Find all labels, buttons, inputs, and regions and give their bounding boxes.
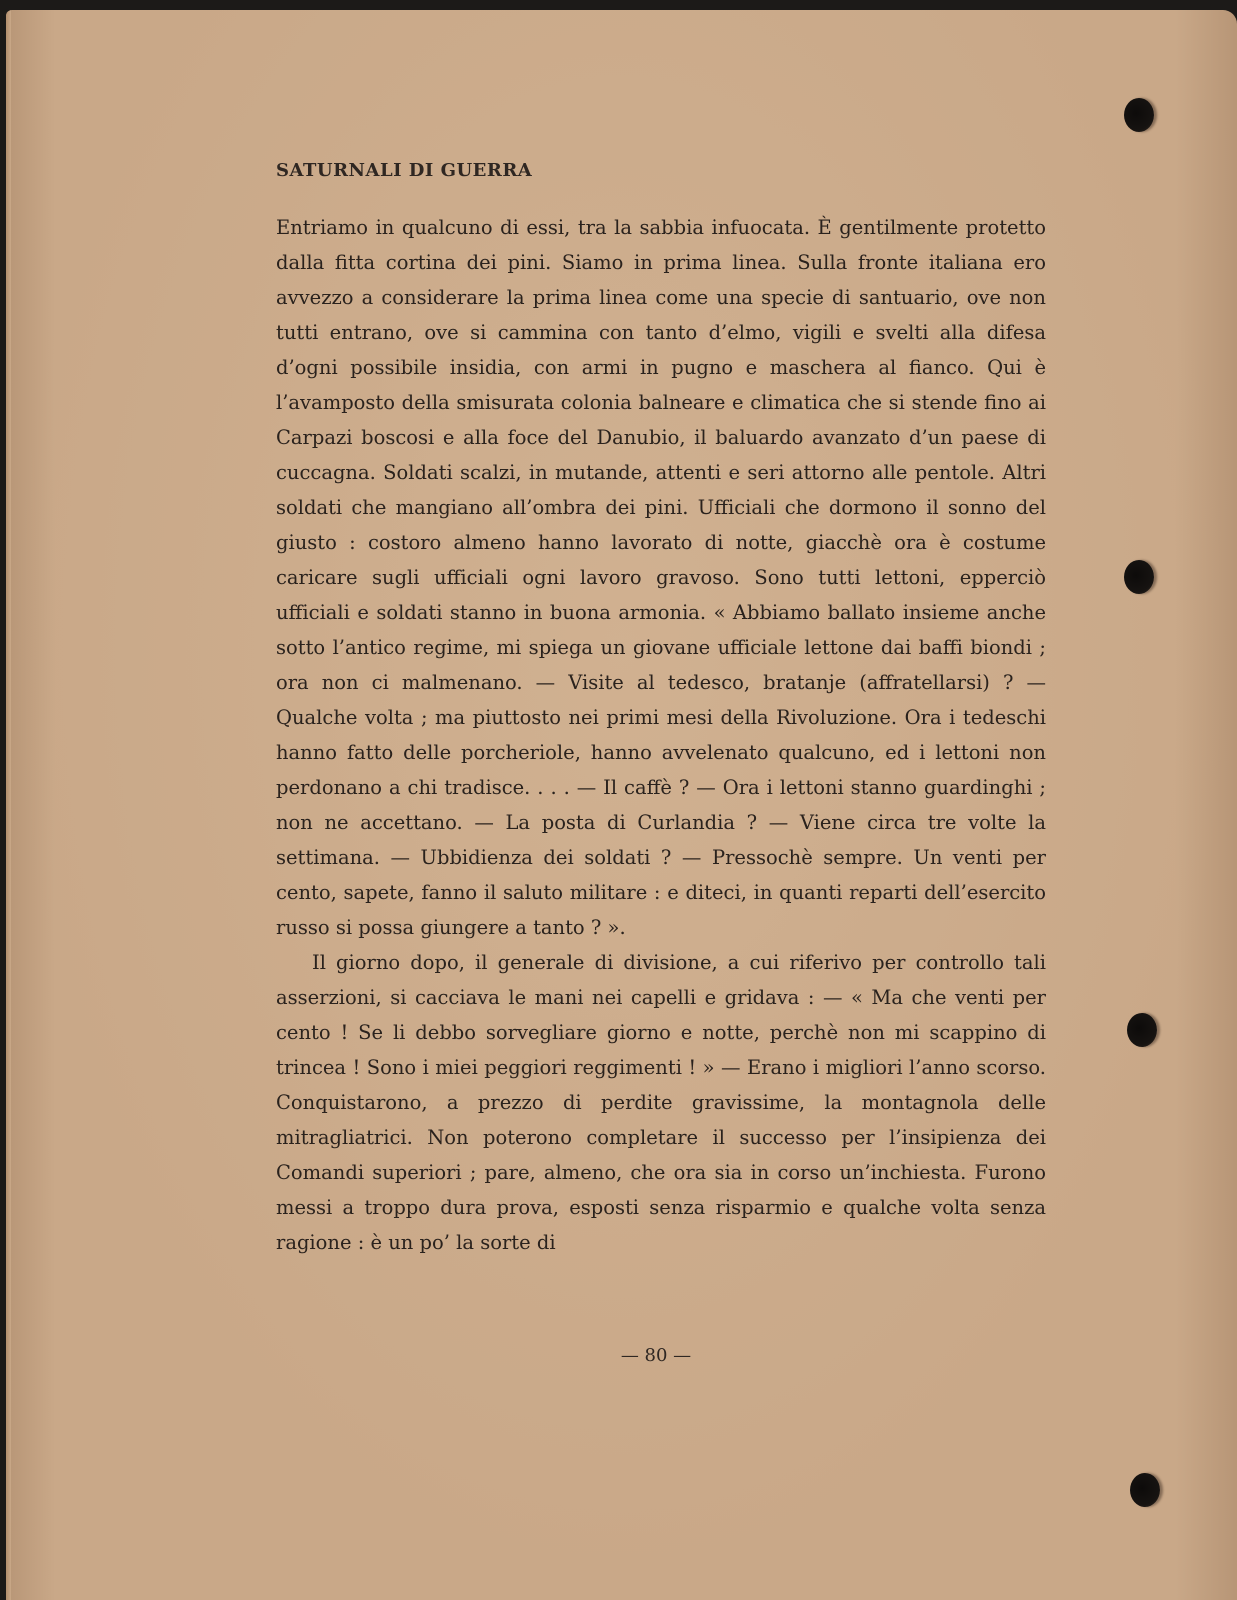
binder-hole-icon (1127, 1013, 1157, 1047)
paragraph-2: Il giorno dopo, il generale di divisione, a cui riferivo per controllo tali asserzioni, si cacciava le mani nei capelli e gridava : — « Ma che venti per cento ! Se li debbo sorvegliare giorno e notte, perchè non mi scappino di trincea ! Sono i miei peggiori reggimenti ! » — Erano i migliori l’anno scorso. Conquistarono, a prezzo di perdite gravissime, la montagnola delle mitragliatrici. Non poterono completare il successo per l’insipienza dei Comandi superiori ; pare, almeno, che ora sia in corso un’inchiesta. Furono messi a troppo dura prova, esposti senza risparmio e qualche volta senza ragione : è un po’ la sorte di (276, 951, 1046, 1254)
binder-hole-icon (1124, 560, 1154, 594)
paragraph-1: Entriamo in qualcuno di essi, tra la sabbia infuocata. È gentilmente protetto dalla fitta cortina dei pini. Siamo in prima linea. Sulla fronte italiana ero avvezzo a considerare la prima linea come una specie di santuario, ove non tutti entrano, ove si cammina con tanto d’elmo, vigili e svelti alla difesa d’ogni possibile insidia, con armi in pugno e maschera al fianco. Qui è l’avamposto della smisurata colonia balneare e climatica che si stende fino ai Carpazi boscosi e alla foce del Danubio, il baluardo avanzato d’un paese di cuccagna. Soldati scalzi, in mutande, attenti e seri attorno alle pentole. Altri soldati che mangiano all’ombra dei pini. Ufficiali che dormono il sonno del giusto : costoro almeno hanno lavorato di notte, giacchè ora è costume caricare sugli ufficiali ogni lavoro gravoso. Sono tutti lettoni, epperciò ufficiali e soldati stanno in buona armonia. « Abbiamo ballato insieme anche sotto l’antico regime, mi spiega un giovane ufficiale lettone dai baffi biondi ; ora non ci malmenano. — Visite al tedesco, bratanje (affratellarsi) ? — Qualche volta ; ma piuttosto nei primi mesi della Rivoluzione. Ora i tedeschi hanno fatto delle porcheriole, hanno avvelenato qualcuno, ed i lettoni non perdonano a chi tradisce. . . . — Il caffè ? — Ora i lettoni stanno guardinghi ; non ne accettano. — La posta di Curlandia ? — Viene circa tre volte la settimana. — Ubbidienza dei soldati ? — Pressochè sempre. Un venti per cento, sapete, fanno il saluto militare : e diteci, in quanti reparti dell’esercito russo si possa giungere a tanto ? ». (276, 216, 1046, 939)
page-number: — 80 — (620, 1345, 692, 1366)
binder-hole-icon (1130, 1473, 1160, 1507)
binder-hole-icon (1124, 98, 1154, 132)
body-text (276, 210, 1046, 1260)
book-page (6, 10, 1237, 1600)
running-head: SATURNALI DI GUERRA (276, 160, 533, 181)
